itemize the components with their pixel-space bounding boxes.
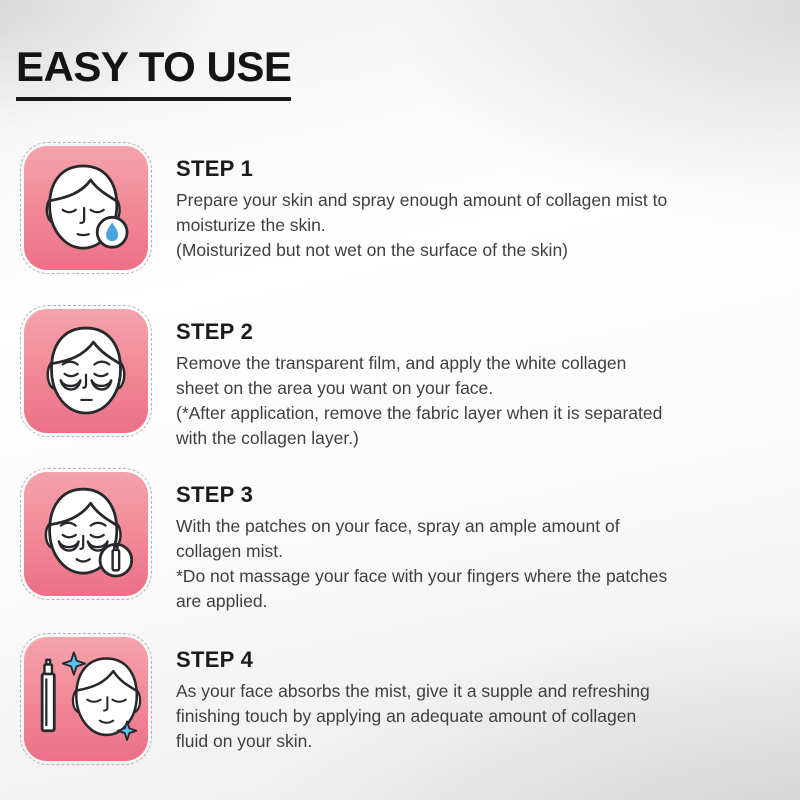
step2-line: Remove the transparent film, and apply the white collagen — [176, 353, 627, 374]
step2-line: with the collagen layer.) — [176, 427, 359, 448]
step4-line: finishing touch by applying an adequate amount of collagen — [176, 706, 637, 727]
step4-line: As your face absorbs the mist, give it a supple and refreshing — [176, 681, 650, 702]
step3-icon-tile — [24, 472, 148, 596]
fluid-bottle-glyph — [42, 660, 54, 731]
step3-line: are applied. — [176, 590, 268, 611]
step4-line: fluid on your skin. — [176, 730, 313, 751]
step1-text — [176, 142, 667, 263]
step1-heading: STEP 1 — [176, 156, 254, 181]
step1-icon-frame — [20, 142, 152, 274]
step2-line: sheet on the area you want on your face. — [176, 378, 494, 399]
step1-icon-tile — [24, 146, 148, 270]
step1-line: moisturize the skin. — [176, 215, 326, 236]
page-title: EASY TO USE — [16, 44, 291, 101]
spray-pen-glyph — [113, 550, 120, 571]
step2-icon-frame — [20, 305, 152, 437]
face-eye-patches-icon — [30, 315, 142, 427]
step-row-1 — [20, 142, 667, 274]
face-spray-pen-icon — [30, 478, 142, 590]
step4-heading: STEP 4 — [176, 647, 254, 672]
face-water-drop-icon — [30, 152, 142, 264]
step-row-3 — [20, 468, 667, 614]
step2-line: (*After application, remove the fabric layer when it is separated — [176, 402, 663, 423]
step2-heading: STEP 2 — [176, 319, 254, 344]
step3-heading: STEP 3 — [176, 482, 254, 507]
step3-icon-frame — [20, 468, 152, 600]
step3-text — [176, 468, 667, 614]
step3-line: With the patches on your face, spray an ample amount of — [176, 516, 620, 537]
step-row-2 — [20, 305, 662, 451]
step2-icon-tile — [24, 309, 148, 433]
step1-line: Prepare your skin and spray enough amount of collagen mist to — [176, 190, 668, 211]
step3-line: collagen mist. — [176, 541, 283, 562]
step4-icon-tile — [24, 637, 148, 761]
step3-line: *Do not massage your face with your fingers where the patches — [176, 565, 668, 586]
face-sparkle-bottle-icon — [30, 643, 142, 755]
step4-icon-frame — [20, 633, 152, 765]
step1-line: (Moisturized but not wet on the surface of the skin) — [176, 239, 568, 260]
step-row-4 — [20, 633, 650, 765]
step2-text — [176, 305, 662, 451]
step4-text — [176, 633, 650, 754]
